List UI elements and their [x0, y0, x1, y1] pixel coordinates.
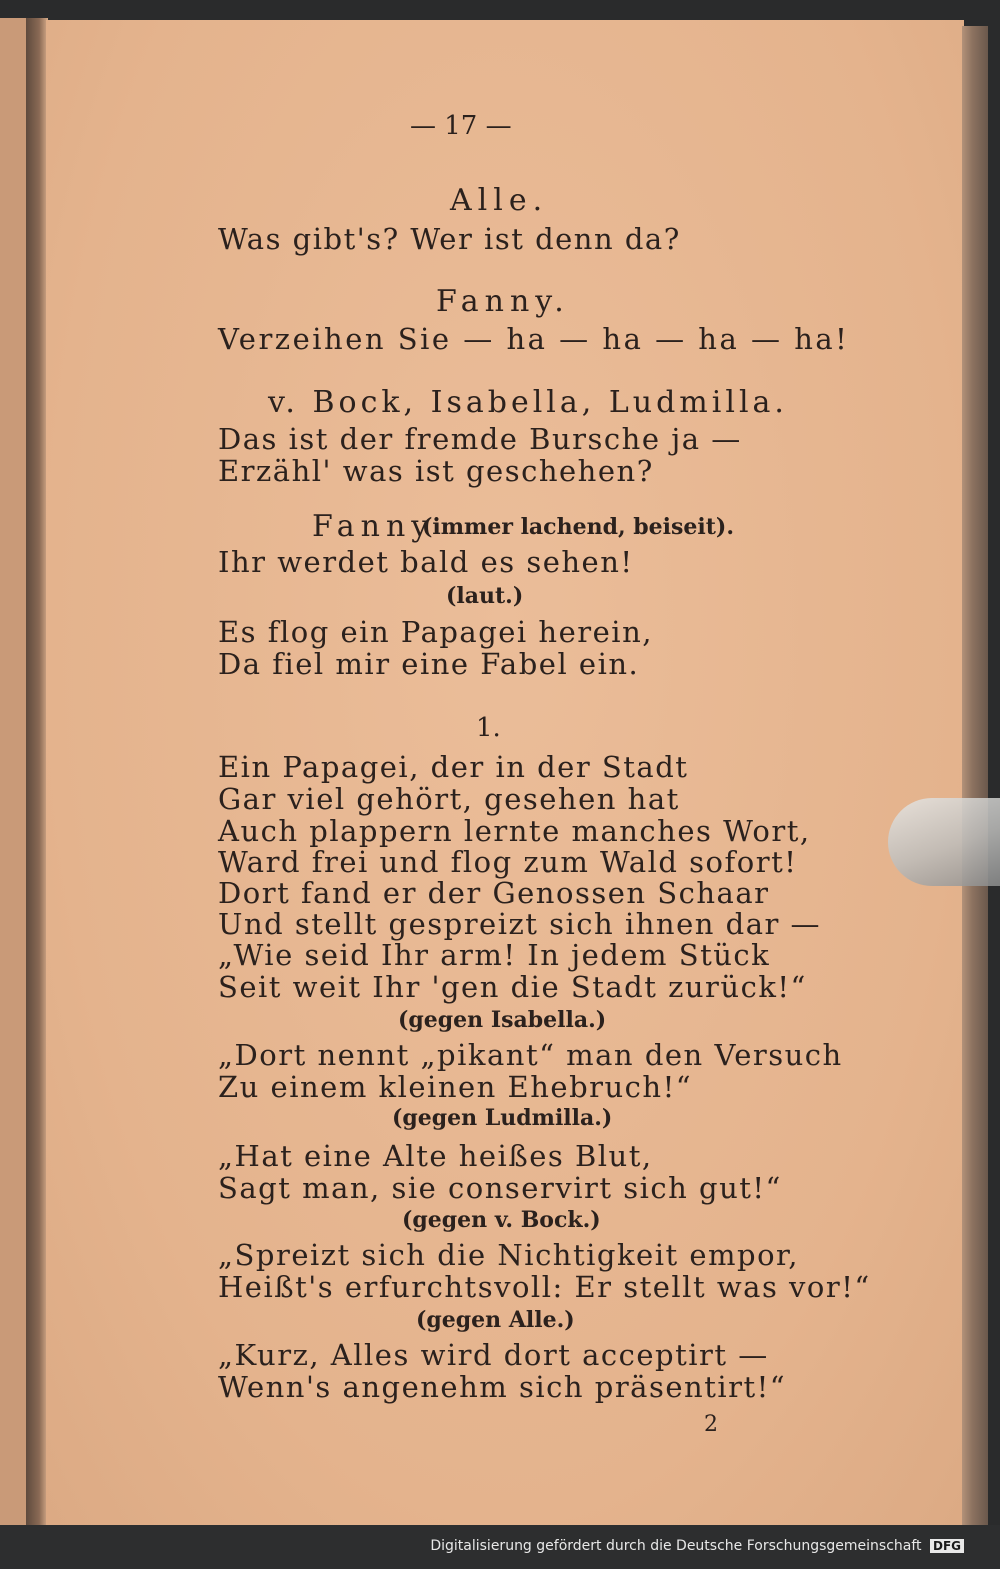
verse-line: Ward frei und flog zum Wald sofort! [218, 845, 798, 879]
verse-line: Da fiel mir eine Fabel ein. [218, 647, 640, 681]
verse-line: „Wie seid Ihr arm! In jedem Stück [218, 938, 771, 972]
verse-line: Erzähl' was ist geschehen? [218, 454, 654, 488]
verse-line: Das ist der fremde Bursche ja — [218, 422, 742, 456]
verse-line: „Spreizt sich die Nichtigkeit empor, [218, 1238, 799, 1272]
verse-line: Gar viel gehört, gesehen hat [218, 782, 680, 816]
stage-direction: (gegen Ludmilla.) [392, 1105, 613, 1131]
signature-mark: 2 [704, 1412, 718, 1437]
verse-line: Was gibt's? Wer ist denn da? [218, 222, 681, 256]
dfg-logo: DFG [930, 1539, 964, 1553]
stage-direction: (immer lachend, beiseit). [422, 514, 734, 540]
stage-direction: (gegen Isabella.) [398, 1007, 607, 1033]
page-number: — 17 — [410, 111, 512, 141]
stage-direction: (laut.) [446, 583, 524, 609]
stage-direction: (gegen v. Bock.) [402, 1207, 601, 1233]
speaker-alle: Alle. [450, 183, 549, 218]
verse-line: Verzeihen Sie — ha — ha — ha — ha! [218, 322, 850, 356]
book-gutter [26, 18, 48, 1530]
speaker-fanny: Fanny [312, 509, 435, 544]
credit-text: Digitalisierung gefördert durch die Deutsche Forschungsgemeinschaft [430, 1538, 922, 1554]
verse-line: Es flog ein Papagei herein, [218, 615, 653, 649]
verse-line: „Kurz, Alles wird dort acceptirt — [218, 1338, 769, 1372]
stage-direction: (gegen Alle.) [416, 1307, 575, 1333]
verse-line: Zu einem kleinen Ehebruch!“ [218, 1070, 693, 1104]
page-clip [888, 798, 1000, 886]
verse-line: „Hat eine Alte heißes Blut, [218, 1139, 653, 1173]
verse-line: „Dort nennt „pikant“ man den Versuch [218, 1038, 843, 1072]
page-stack-edge [962, 26, 988, 1526]
verse-line: Heißt's erfurchtsvoll: Er stellt was vor!“ [218, 1270, 871, 1304]
verse-line: Ein Papagei, der in der Stadt [218, 750, 689, 784]
speaker-group: v. Bock, Isabella, Ludmilla. [268, 385, 788, 420]
verse-number: 1. [476, 713, 501, 743]
verse-line: Wenn's angenehm sich präsentirt!“ [218, 1370, 787, 1404]
verse-line: Ihr werdet bald es sehen! [218, 545, 634, 579]
digitization-credit [430, 1538, 964, 1554]
verse-line: Sagt man, sie conservirt sich gut!“ [218, 1171, 782, 1205]
verse-line: Und stellt gespreizt sich ihnen dar — [218, 907, 822, 941]
verse-line: Seit weit Ihr 'gen die Stadt zurück!“ [218, 970, 807, 1004]
verse-line: Auch plappern lernte manches Wort, [218, 814, 811, 848]
speaker-fanny: Fanny. [436, 284, 570, 319]
verse-line: Dort fand er der Genossen Schaar [218, 876, 770, 910]
